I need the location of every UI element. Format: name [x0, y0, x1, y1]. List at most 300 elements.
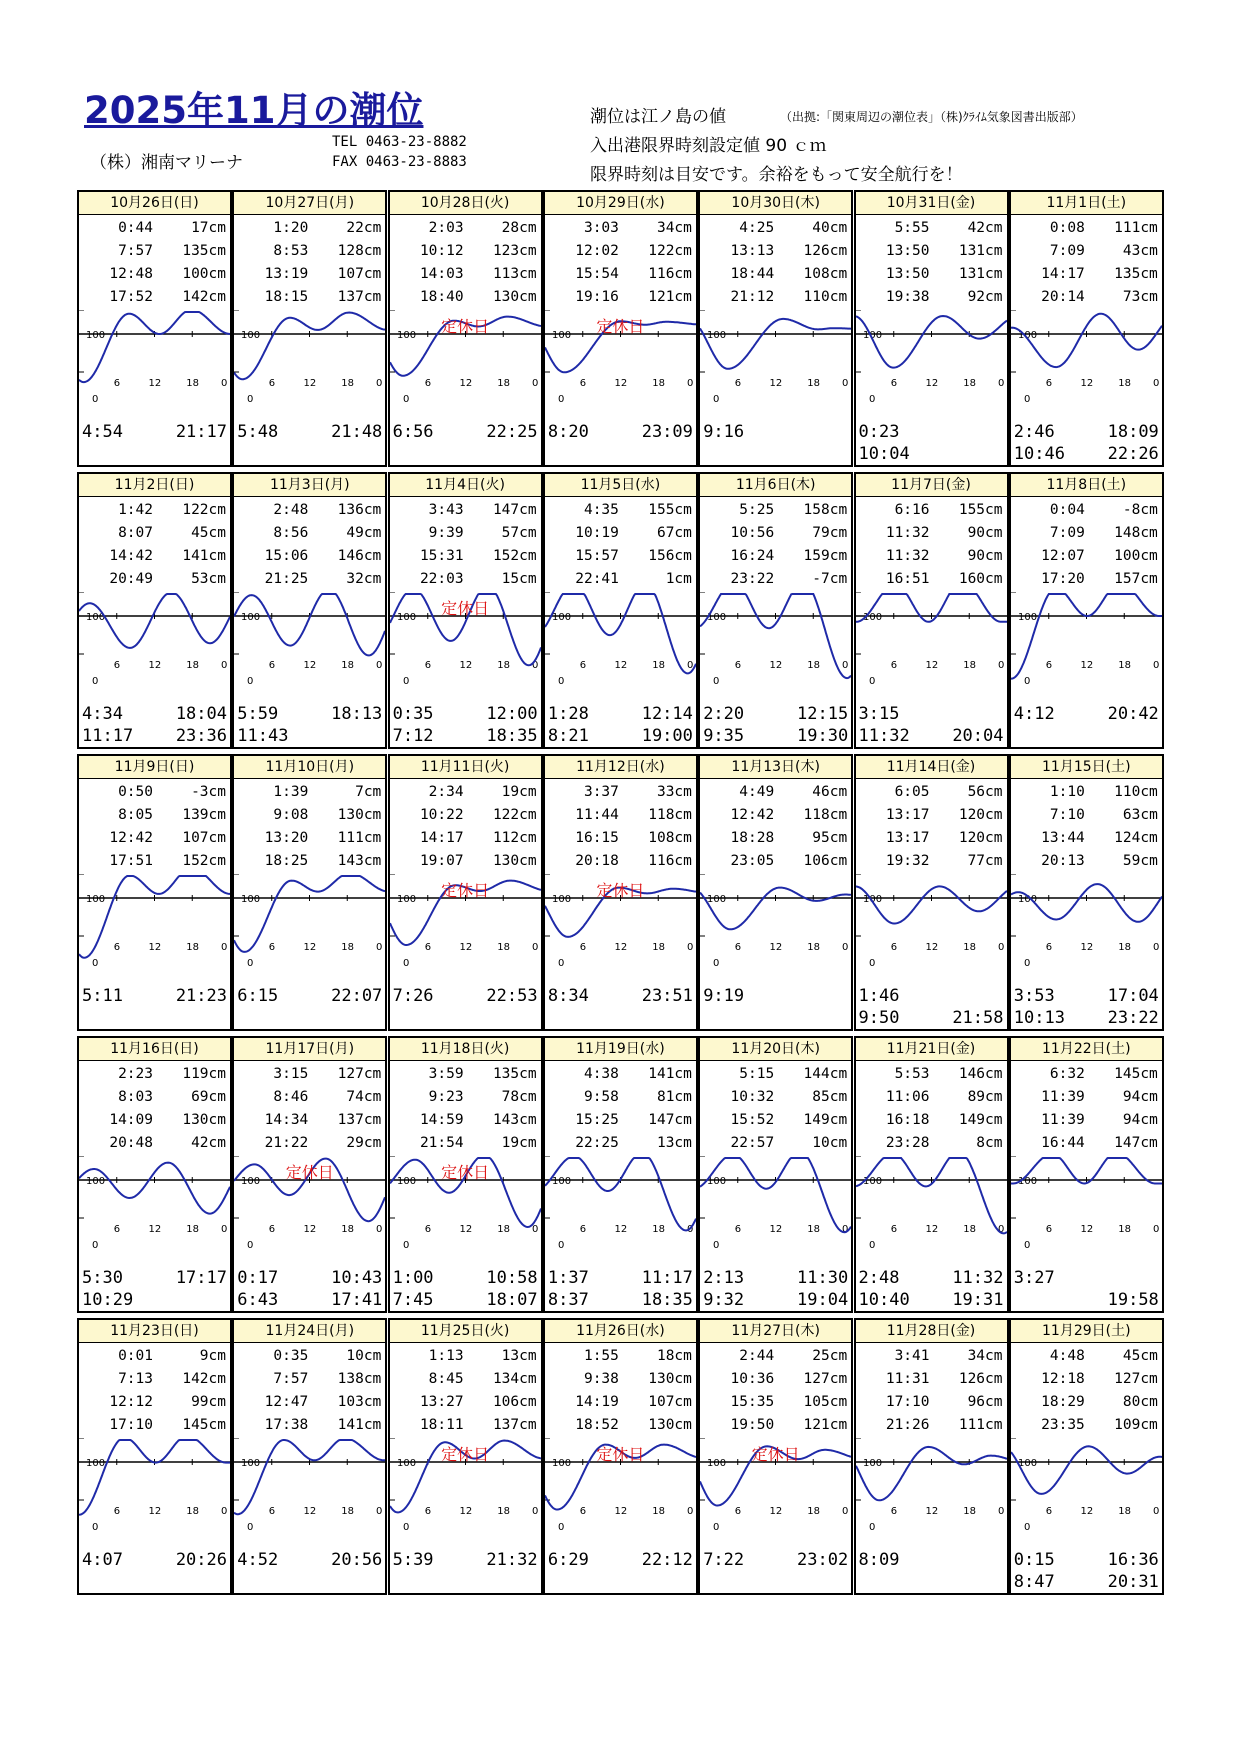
tide-time: 13:50 — [885, 243, 930, 259]
tide-list — [1011, 779, 1162, 875]
hour-label: 18 — [186, 942, 199, 953]
hour-label: 6 — [113, 378, 121, 389]
tide-row — [83, 1368, 226, 1391]
tide-row — [549, 1391, 692, 1414]
hour-label: 18 — [962, 1224, 976, 1235]
tide-time: 11:32 — [885, 525, 930, 541]
hour-label: 6 — [1045, 660, 1052, 671]
limit-time: 1:28 — [547, 704, 589, 724]
tide-curve-svg — [1011, 592, 1162, 702]
limit-time: 8:21 — [547, 726, 589, 746]
tide-row — [860, 1086, 1003, 1109]
tide-height: 137cm — [337, 289, 382, 305]
tide-height: 142cm — [182, 1371, 226, 1387]
limit-time: 4:34 — [82, 704, 123, 724]
tide-curve-chart — [545, 592, 696, 702]
hour-label: 0 — [221, 378, 228, 389]
hour-label: 12 — [614, 378, 628, 389]
tide-time: 4:38 — [583, 1066, 619, 1082]
limit-time: 10:13 — [1013, 1008, 1065, 1028]
tide-curve-svg — [856, 1156, 1007, 1266]
hour-label: 18 — [1118, 942, 1131, 953]
tide-time: 15:52 — [730, 1112, 775, 1128]
tide-time: 21:54 — [419, 1135, 464, 1151]
hour-label: 6 — [424, 942, 431, 953]
week-row — [77, 1036, 1164, 1318]
hour-label: 6 — [579, 1506, 587, 1517]
ref-100-label: 100 — [396, 1176, 416, 1187]
tide-height: 45cm — [191, 525, 226, 541]
day-date-header: 10月26日(日) — [79, 192, 230, 215]
tide-row — [83, 1063, 226, 1086]
tide-row — [1015, 850, 1158, 873]
closed-day-label: 定休日 — [441, 1445, 490, 1464]
tide-time: 9:23 — [428, 1089, 464, 1105]
tide-row — [549, 1368, 692, 1391]
tide-time: 4:25 — [739, 220, 775, 236]
zero-cm-label: 0 — [1023, 958, 1031, 969]
tide-list — [1011, 215, 1162, 311]
limit-time: 18:35 — [641, 1290, 693, 1310]
tide-height: 33cm — [656, 784, 692, 800]
limit-time: 4:52 — [237, 1550, 279, 1570]
tide-curve — [79, 1163, 230, 1214]
tide-time: 0:44 — [118, 220, 153, 236]
tide-time: 17:38 — [264, 1417, 309, 1433]
limit-time: 8:37 — [547, 1290, 589, 1310]
hour-label: 18 — [1118, 1506, 1131, 1517]
tide-row — [860, 217, 1003, 240]
day-cell — [854, 1036, 1009, 1313]
limit-time: 11:17 — [641, 1268, 693, 1288]
tide-height: 141cm — [337, 1417, 382, 1433]
tide-height: 106cm — [492, 1394, 537, 1410]
tide-row — [394, 1368, 537, 1391]
tide-height: 121cm — [803, 1417, 848, 1433]
limit-time: 21:58 — [952, 1008, 1004, 1028]
tide-curve-svg — [856, 592, 1007, 702]
limit-time: 10:58 — [486, 1268, 538, 1288]
tide-height: 146cm — [337, 548, 382, 564]
tide-time: 15:57 — [575, 548, 619, 564]
tide-row — [83, 499, 226, 522]
hour-label: 18 — [186, 1506, 199, 1517]
tide-time: 6:32 — [1049, 1066, 1085, 1082]
day-cell — [388, 190, 543, 467]
tide-row — [860, 499, 1003, 522]
tide-time: 2:48 — [273, 502, 309, 518]
tide-height: 160cm — [958, 571, 1003, 587]
zero-cm-label: 0 — [557, 958, 565, 969]
tide-time: 9:08 — [273, 807, 309, 823]
tide-height: 143cm — [492, 1112, 537, 1128]
tide-curve-svg — [234, 310, 385, 420]
ref-100-label: 100 — [551, 1458, 571, 1469]
tide-row — [549, 827, 692, 850]
tide-list — [545, 497, 696, 593]
tide-height: 111cm — [337, 830, 382, 846]
tide-height: 139cm — [182, 807, 226, 823]
day-cell — [232, 472, 387, 749]
limit-time: 20:04 — [952, 726, 1004, 746]
tide-row — [1015, 522, 1158, 545]
tide-row — [1015, 1345, 1158, 1368]
tide-row — [860, 286, 1003, 309]
limit-time: 1:46 — [858, 986, 900, 1006]
ref-100-label: 100 — [707, 612, 727, 623]
ref-100-label: 100 — [241, 1458, 261, 1469]
tide-time: 19:32 — [885, 853, 930, 869]
zero-cm-label: 0 — [402, 1240, 409, 1251]
ref-100-label: 100 — [241, 330, 261, 341]
zero-cm-label: 0 — [402, 394, 409, 405]
zero-cm-label: 0 — [713, 958, 720, 969]
tide-height: 90cm — [967, 548, 1003, 564]
tide-time: 15:35 — [730, 1394, 775, 1410]
tide-row — [394, 545, 537, 568]
tide-curve — [856, 316, 1007, 368]
tide-row — [549, 568, 692, 591]
tide-curve-svg — [1011, 1156, 1162, 1266]
tide-time: 14:17 — [419, 830, 464, 846]
limit-time: 2:48 — [858, 1268, 900, 1288]
hour-label: 18 — [1118, 378, 1131, 389]
limit-time: 19:00 — [641, 726, 693, 746]
tide-time: 5:53 — [894, 1066, 930, 1082]
day-date-header: 11月25日(火) — [390, 1320, 541, 1343]
zero-cm-label: 0 — [92, 676, 99, 687]
zero-cm-label: 0 — [92, 1240, 99, 1251]
tide-row — [238, 1132, 381, 1155]
tide-row — [394, 240, 537, 263]
tide-height: 106cm — [803, 853, 848, 869]
limit-time: 9:35 — [703, 726, 745, 746]
limit-time: 2:46 — [1013, 422, 1055, 442]
tide-list — [545, 1061, 696, 1157]
hour-label: 18 — [186, 1224, 199, 1235]
ref-100-label: 100 — [396, 612, 416, 623]
zero-cm-label: 0 — [713, 1522, 720, 1533]
tide-list — [700, 1061, 851, 1157]
hour-label: 6 — [269, 378, 276, 389]
tide-time: 11:06 — [885, 1089, 930, 1105]
limit-time: 10:46 — [1013, 444, 1065, 464]
tide-time: 18:44 — [730, 266, 775, 282]
hour-label: 6 — [269, 660, 276, 671]
tide-height: 100cm — [1114, 548, 1158, 564]
day-cell — [698, 190, 853, 467]
hour-label: 6 — [890, 1224, 897, 1235]
tide-time: 7:09 — [1049, 525, 1085, 541]
tide-curve-svg — [545, 592, 696, 702]
hour-label: 6 — [734, 660, 742, 671]
limit-time: 10:43 — [331, 1268, 383, 1288]
hour-label: 0 — [1152, 942, 1160, 953]
tide-time: 22:57 — [730, 1135, 775, 1151]
day-cell — [698, 1318, 853, 1595]
tide-row — [860, 1391, 1003, 1414]
tide-height: 18cm — [656, 1348, 692, 1364]
limit-time: 2:13 — [703, 1268, 745, 1288]
limit-time: 1:37 — [547, 1268, 589, 1288]
tide-curve — [79, 312, 230, 382]
limit-time: 16:36 — [1107, 1550, 1159, 1570]
limit-time: 18:07 — [486, 1290, 538, 1310]
tide-list — [234, 1061, 385, 1157]
tide-time: 14:59 — [419, 1112, 464, 1128]
tide-row — [238, 263, 381, 286]
tide-time: 15:25 — [575, 1112, 619, 1128]
tide-row — [238, 1109, 381, 1132]
tide-height: 94cm — [1122, 1089, 1158, 1105]
tide-height: 127cm — [803, 1371, 848, 1387]
tide-row — [549, 286, 692, 309]
zero-cm-label: 0 — [868, 676, 875, 687]
ref-100-label: 100 — [86, 894, 106, 905]
limit-time: 7:22 — [703, 1550, 745, 1570]
hour-label: 6 — [734, 942, 742, 953]
tide-row — [549, 1063, 692, 1086]
tide-height: 78cm — [501, 1089, 537, 1105]
tide-time: 6:16 — [894, 502, 930, 518]
ref-100-label: 100 — [396, 1458, 416, 1469]
hour-label: 6 — [1045, 1224, 1052, 1235]
tide-curve-chart — [700, 310, 851, 420]
day-date-header: 11月10日(月) — [234, 756, 385, 779]
tide-row — [549, 240, 692, 263]
tide-height: 142cm — [182, 289, 226, 305]
tide-curve-chart — [79, 310, 230, 420]
tide-row — [549, 545, 692, 568]
tide-row — [549, 217, 692, 240]
tide-curve-chart — [545, 1156, 696, 1266]
limit-time: 21:17 — [175, 422, 227, 442]
hour-label: 18 — [652, 660, 665, 671]
tide-height: 81cm — [656, 1089, 692, 1105]
tide-row — [704, 1132, 847, 1155]
ref-100-label: 100 — [86, 1176, 106, 1187]
ref-100-label: 100 — [862, 1458, 882, 1469]
hour-label: 0 — [997, 378, 1004, 389]
tide-curve-chart — [856, 592, 1007, 702]
limit-time: 21:32 — [486, 1550, 538, 1570]
limit-time: 6:43 — [237, 1290, 279, 1310]
tide-height: 113cm — [492, 266, 537, 282]
fax-number: FAX 0463-23-8883 — [332, 154, 467, 170]
tide-row — [83, 240, 226, 263]
day-date-header: 10月28日(火) — [390, 192, 541, 215]
limit-time: 5:39 — [392, 1550, 434, 1570]
tide-height: 131cm — [958, 243, 1003, 259]
tide-height: 80cm — [1122, 1394, 1158, 1410]
limit-time: 10:04 — [858, 444, 910, 464]
day-date-header: 11月1日(土) — [1011, 192, 1162, 215]
tide-time: 8:05 — [118, 807, 153, 823]
tide-row — [549, 522, 692, 545]
tide-time: 14:09 — [109, 1112, 153, 1128]
limit-time: 0:23 — [858, 422, 900, 442]
ref-100-label: 100 — [396, 330, 416, 341]
tide-time: 1:20 — [273, 220, 309, 236]
tide-time: 12:18 — [1041, 1371, 1085, 1387]
tide-time: 16:44 — [1041, 1135, 1085, 1151]
tide-height: 149cm — [958, 1112, 1003, 1128]
tide-height: 99cm — [191, 1394, 226, 1410]
tide-row — [238, 1086, 381, 1109]
tide-curve-chart — [856, 1156, 1007, 1266]
limit-time: 17:04 — [1107, 986, 1159, 1006]
day-date-header: 11月3日(月) — [234, 474, 385, 497]
tide-row — [1015, 499, 1158, 522]
limit-time: 0:35 — [392, 704, 434, 724]
tide-height: 126cm — [958, 1371, 1003, 1387]
tide-height: 130cm — [337, 807, 382, 823]
tide-height: 147cm — [1114, 1135, 1158, 1151]
tide-row — [238, 522, 381, 545]
limit-time: 18:04 — [175, 704, 227, 724]
tide-row — [549, 1086, 692, 1109]
tide-time: 23:35 — [1041, 1417, 1085, 1433]
tide-row — [860, 781, 1003, 804]
tide-height: 130cm — [492, 289, 537, 305]
hour-label: 0 — [531, 1224, 538, 1235]
week-row — [77, 754, 1164, 1036]
zero-cm-label: 0 — [247, 958, 254, 969]
hour-label: 12 — [1080, 660, 1094, 671]
tide-time: 14:34 — [264, 1112, 309, 1128]
day-cell — [77, 190, 232, 467]
tide-list — [1011, 497, 1162, 593]
tide-row — [394, 286, 537, 309]
tide-row — [1015, 827, 1158, 850]
tide-time: 9:39 — [428, 525, 464, 541]
hour-label: 6 — [890, 378, 897, 389]
tide-time: 10:19 — [575, 525, 619, 541]
limit-time: 17:17 — [175, 1268, 227, 1288]
day-cell — [1009, 190, 1164, 467]
tide-height: 110cm — [803, 289, 848, 305]
hour-label: 6 — [1045, 942, 1052, 953]
tide-row — [704, 286, 847, 309]
hour-label: 12 — [1080, 1506, 1094, 1517]
tide-curve-chart — [856, 874, 1007, 984]
tide-row — [860, 263, 1003, 286]
tide-time: 3:59 — [428, 1066, 464, 1082]
tide-row — [238, 1391, 381, 1414]
tide-row — [83, 804, 226, 827]
hour-label: 0 — [221, 660, 228, 671]
tide-list — [856, 779, 1007, 875]
tide-height: 34cm — [967, 1348, 1003, 1364]
tide-time: 6:05 — [894, 784, 930, 800]
tide-time: 0:35 — [273, 1348, 309, 1364]
tide-list — [1011, 1343, 1162, 1439]
tide-height: 109cm — [1114, 1417, 1158, 1433]
hour-label: 6 — [579, 378, 587, 389]
day-date-header: 11月27日(木) — [700, 1320, 851, 1343]
limit-time: 0:17 — [237, 1268, 279, 1288]
hour-label: 6 — [890, 942, 897, 953]
tide-height: 25cm — [812, 1348, 848, 1364]
hour-label: 0 — [686, 1506, 694, 1517]
day-cell — [543, 190, 698, 467]
tide-time: 3:37 — [583, 784, 619, 800]
page-title: 2025年11月の潮位 — [84, 89, 424, 132]
tide-row — [704, 1109, 847, 1132]
hour-label: 18 — [1118, 660, 1131, 671]
limit-time: 8:47 — [1013, 1572, 1055, 1592]
tide-curve-svg — [234, 1438, 385, 1548]
tide-row — [549, 1109, 692, 1132]
tide-curve-svg — [700, 310, 851, 420]
tide-height: 141cm — [648, 1066, 692, 1082]
hour-label: 18 — [652, 1506, 665, 1517]
tide-list — [700, 1343, 851, 1439]
hour-label: 18 — [652, 1224, 665, 1235]
ref-100-label: 100 — [707, 1458, 727, 1469]
tide-height: 120cm — [958, 830, 1003, 846]
tide-height: 43cm — [1122, 243, 1158, 259]
tide-time: 8:45 — [428, 1371, 464, 1387]
tide-height: 13cm — [501, 1348, 537, 1364]
day-date-header: 11月4日(火) — [390, 474, 541, 497]
hour-label: 0 — [221, 942, 228, 953]
zero-cm-label: 0 — [247, 1522, 254, 1533]
tide-row — [860, 1063, 1003, 1086]
tide-list — [1011, 1061, 1162, 1157]
tide-list — [234, 215, 385, 311]
ref-100-label: 100 — [1017, 1458, 1037, 1469]
tide-height: 42cm — [191, 1135, 226, 1151]
limit-time: 12:00 — [486, 704, 538, 724]
tide-time: 23:22 — [730, 571, 775, 587]
tide-row — [1015, 781, 1158, 804]
day-date-header: 11月12日(水) — [545, 756, 696, 779]
limit-time: 8:09 — [858, 1550, 900, 1570]
closed-day-label: 定休日 — [285, 1163, 334, 1182]
tide-row — [1015, 286, 1158, 309]
tide-height: 107cm — [648, 1394, 692, 1410]
limit-time: 10:29 — [82, 1290, 134, 1310]
tide-curve-chart — [856, 1438, 1007, 1548]
hour-label: 6 — [579, 1224, 587, 1235]
hour-label: 12 — [925, 378, 938, 389]
tide-time: 16:51 — [885, 571, 930, 587]
tide-time: 12:48 — [109, 266, 153, 282]
hour-label: 12 — [925, 1224, 938, 1235]
tide-row — [394, 781, 537, 804]
tide-time: 8:56 — [273, 525, 309, 541]
tide-height: 13cm — [656, 1135, 692, 1151]
tide-row — [860, 1414, 1003, 1437]
tide-height: 137cm — [337, 1112, 382, 1128]
tide-row — [1015, 1063, 1158, 1086]
hour-label: 18 — [1118, 1224, 1131, 1235]
day-date-header: 11月29日(土) — [1011, 1320, 1162, 1343]
ref-100-label: 100 — [86, 330, 106, 341]
hour-label: 12 — [148, 1224, 162, 1235]
tide-height: 9cm — [199, 1348, 226, 1364]
hour-label: 0 — [221, 1506, 228, 1517]
tide-time: 5:15 — [739, 1066, 775, 1082]
tide-row — [83, 522, 226, 545]
hour-label: 0 — [997, 660, 1004, 671]
limit-time: 3:27 — [1013, 1268, 1055, 1288]
tide-list — [700, 779, 851, 875]
tide-row — [394, 1132, 537, 1155]
tide-row — [83, 1345, 226, 1368]
tide-row — [860, 522, 1003, 545]
